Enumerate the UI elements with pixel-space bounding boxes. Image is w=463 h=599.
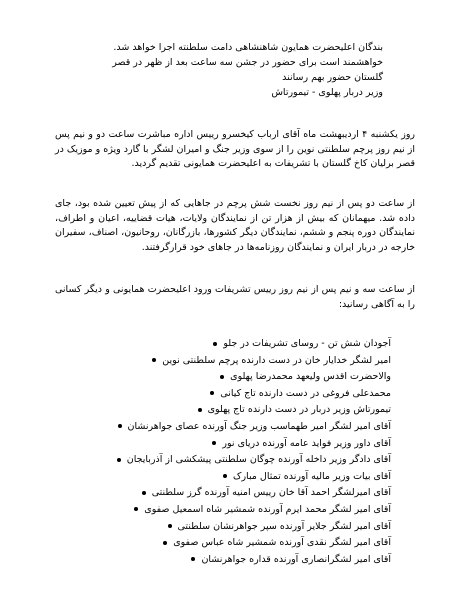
list-item <box>71 485 391 502</box>
list-item-text: آقای داور وزیر فواید عامه آورنده دریای نور <box>222 437 391 449</box>
bullet-icon <box>198 408 202 412</box>
bullet-icon <box>212 441 216 445</box>
list-item-text: آقای امیر لشگر جلایر آورنده سپر جواهرنشان سلطنتی <box>177 520 391 532</box>
list-item <box>71 419 391 436</box>
intro-line: گلستان حضور بهم رسانند <box>282 72 383 83</box>
bullet-icon <box>142 491 146 495</box>
list-item-text: آقای امیر لشگر نقدی آورنده شمشیر شاه عباس صفوی <box>173 537 391 549</box>
intro-signature: وزیر دربار پهلوی - تیمورتاش <box>271 87 383 98</box>
list-item-text: امیر لشگر خدایار خان در دست دارنده پرچم سلطنتی نوین <box>162 354 391 366</box>
paragraph-flag-presentation: روز یکشنبه ۴ اردیبهشت ماه آقای ارباب کیخسرو رییس اداره مباشرت ساعت دو و نیم پس از نیم روز پرچم سلطنتی نوین را از سوی وزیر جنگ و امیران لشگر با گارد ویژه و موزیک در قصر برلیان کاخ گلستان با تشریفات به اعلیحضرت همایونی تقدیم گردید. <box>55 129 415 169</box>
paragraph-guests: از ساعت دو پس از نیم روز نخست شش پرچم در جاهایی که از پیش تعیین شده بود، جای داده شد. میهمانان که بیش از هزار تن از نمایندگان ولایات، هیات قضاییه، اعیان و اطراف، نمایندگان دوره پنجم و ششم، نمایندگان دیگر کشورها، بازرگانان، روحانیون، اصناف، سفیران خارجه در دربار ایران و نمایندگان روزنامه‌ها در جاهای خود قرارگرفتند. <box>55 198 415 253</box>
list-item <box>71 452 391 469</box>
bullet-icon <box>117 458 121 462</box>
list-item-text: آقای امیر لشگر محمد ایرم آورنده شمشیر شاه اسمعیل صفوی <box>144 503 391 515</box>
list-item <box>71 336 391 353</box>
list-item <box>71 369 391 386</box>
list-item <box>71 502 391 519</box>
bullet-icon <box>223 474 227 478</box>
procession-list <box>71 336 391 568</box>
bullet-icon <box>118 424 122 428</box>
list-item-text: والاحضرت اقدس ولیعهد محمدرضا پهلوی <box>230 371 391 383</box>
list-item <box>71 535 391 552</box>
paragraph-announcement: از ساعت سه و نیم پس از نیم روز رییس تشریفات ورود اعلیحضرت همایونی و دیگر کسانی را به آگاهی رسانید: <box>55 284 415 310</box>
list-item <box>71 353 391 370</box>
list-item-text: آقای امیر لشگر امیر طهماسب وزیر جنگ آورنده عصای جواهرنشان <box>127 420 391 432</box>
list-item-text: تیمورتاش وزیر دربار در دست دارنده تاج پهلوی <box>207 404 391 416</box>
bullet-icon <box>163 541 167 545</box>
list-item-text: آجودان شش تن - روسای تشریفات در جلو <box>223 338 391 349</box>
list-item <box>71 519 391 536</box>
list-item <box>71 469 391 486</box>
list-item-text: آقای امیر لشگرانصاری آورنده قداره جواهرنشان <box>201 553 391 565</box>
list-item <box>71 552 391 569</box>
list-item-text: آقای دادگر وزیر داخله آورنده چوگان سلطنتی پیشکشی از آذربایجان <box>126 454 391 466</box>
list-item <box>71 402 391 419</box>
intro-line: بندگان اعلیحضرت همایون شاهنشاهی دامت سلطنته اجرا خواهد شد. <box>113 42 383 53</box>
bullet-icon <box>168 524 172 528</box>
intro-block <box>63 40 383 100</box>
bullet-icon <box>152 358 156 362</box>
list-item-text: آقای امیرلشگر احمد آقا خان رییس امنیه آورنده گرز سلطنتی <box>151 487 391 499</box>
list-item <box>71 436 391 453</box>
bullet-icon <box>213 342 217 346</box>
list-item <box>71 386 391 403</box>
bullet-icon <box>134 507 138 511</box>
intro-line: خواهشمند است برای حضور در جشن سه ساعت بعد از ظهر در قصر <box>112 57 383 68</box>
bullet-icon <box>191 557 195 561</box>
list-item-text: آقای بیات وزیر مالیه آورنده تمثال مبارک <box>232 470 391 482</box>
bullet-icon <box>220 375 224 379</box>
bullet-icon <box>210 391 214 395</box>
list-item-text: محمدعلی فروغی در دست دارنده تاج کیانی <box>220 387 391 399</box>
